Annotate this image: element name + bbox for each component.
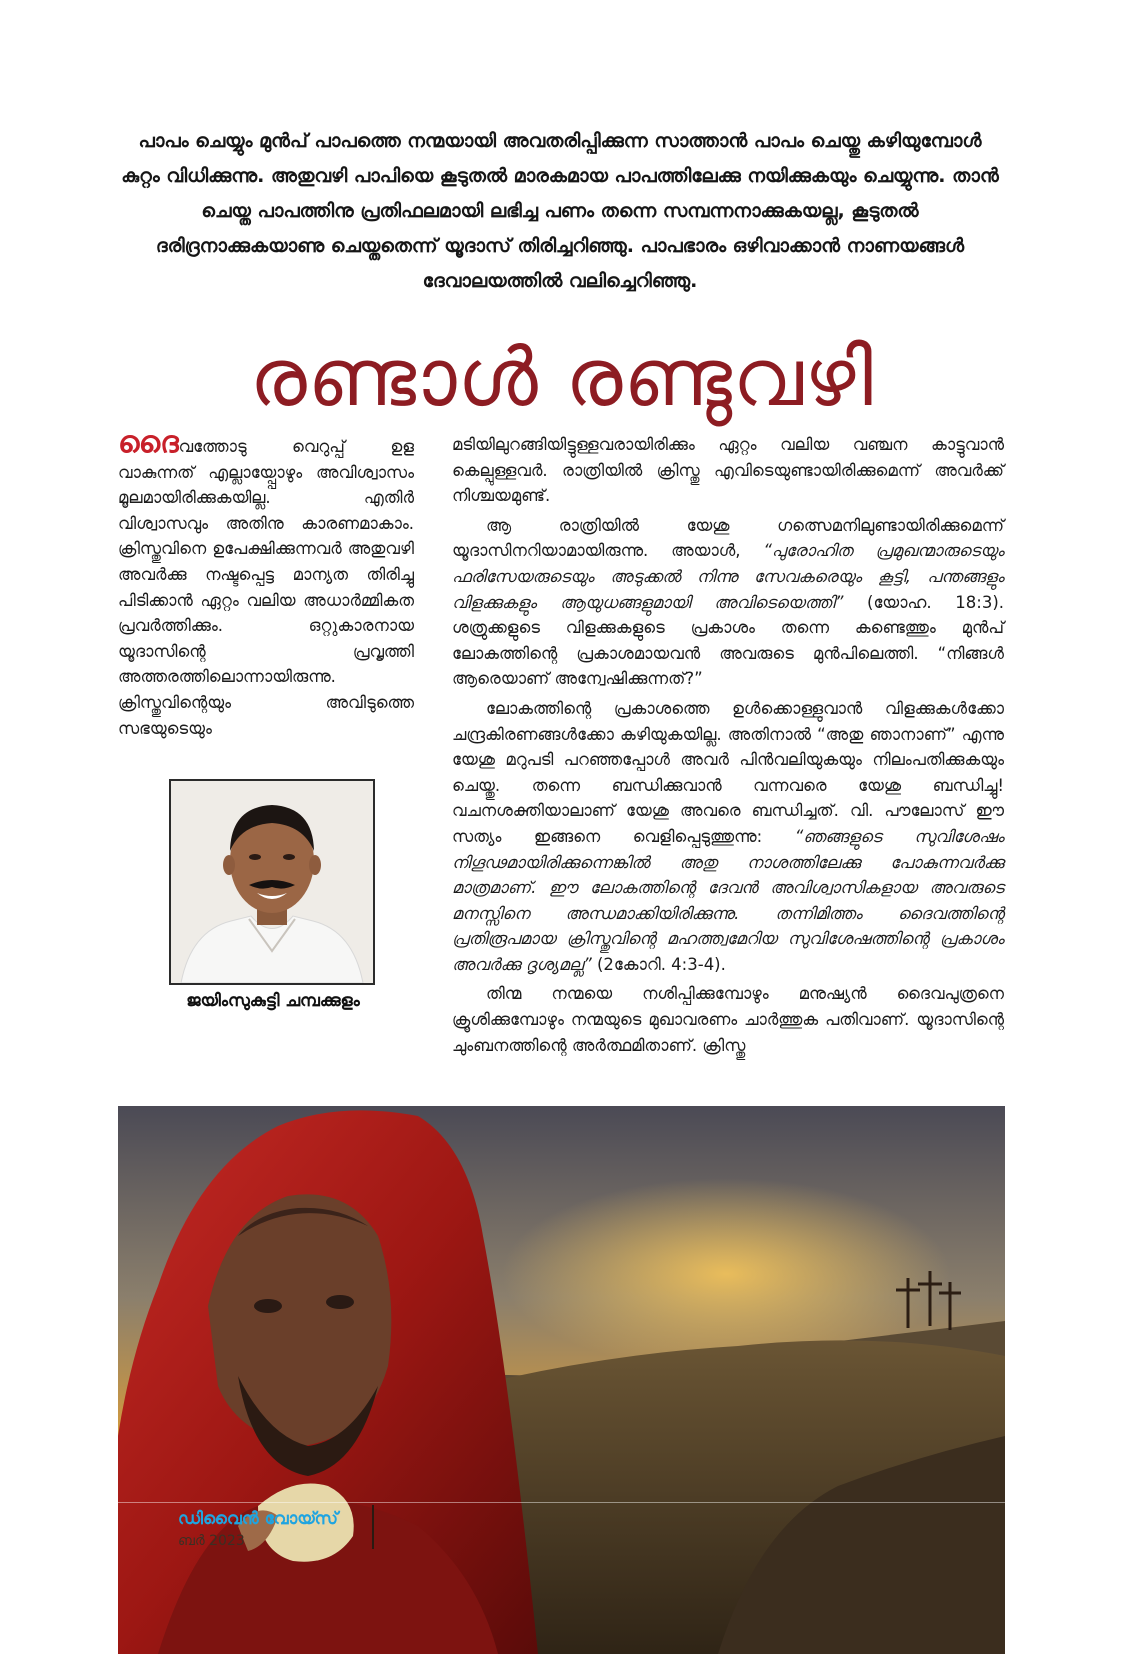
judas-painting — [118, 1106, 1005, 1654]
right-paragraph-4: തിന്മ നന്മയെ നശിപ്പിക്കുമ്പോഴും മനുഷ്യൻ ദൈവപുത്രനെ ക്രൂശിക്കുമ്പോഴും നന്മയുടെ മുഖാവരണം ചാർത്തുക പതിവാണ്. യൂദാസിന്റെ ചുംബനത്തിന്റെ അർത്ഥമിതാണ്. ക്രിസ്തു — [452, 984, 1004, 1055]
intro-summary: പാപം ചെയ്യും മുൻപ് പാപത്തെ നന്മയായി അവതരിപ്പിക്കുന്ന സാത്താൻ പാപം ചെയ്തു കഴിയുമ്പോൾ കുറ്റം വിധിക്കുന്നു. അതുവഴി പാപിയെ കൂടുതൽ മാരകമായ പാപത്തിലേക്കു നയിക്കുകയും ചെയ്യുന്നു. താൻ ചെയ്ത പാപത്തിനു പ്രതിഫലമായി ലഭിച്ച പണം തന്നെ സമ്പന്നനാക്കുകയല്ല, കൂടുതൽ ദരിദ്രനാക്കുകയാണു ചെയ്തതെന്ന് യൂദാസ് തിരിച്ചറിഞ്ഞു. പാപഭാരം ഒഴിവാക്കാൻ നാണയങ്ങൾ ദേവാലയത്തിൽ വലിച്ചെറിഞ്ഞു. — [121, 130, 999, 292]
issue-date: ബർ 2023 — [178, 1533, 245, 1549]
article-title: രണ്ടാൾ രണ്ടുവഴി — [249, 331, 874, 424]
right-paragraph-3 — [452, 696, 1004, 978]
pauline-quote: “ഞങ്ങളുടെ സുവിശേഷം നിഗൂഢമായിരിക്കുന്നെങ്കിൽ അതു നാശത്തിലേക്കു പോകുന്നവർക്കു മാത്രമാണ്. ഈ ലോകത്തിന്റെ ദേവൻ അവിശ്വാസികളായ അവരുടെ മനസ്സിനെ അന്ധമാക്കിയിരിക്കുന്നു. തന്നിമിത്തം ദൈവത്തിന്റെ പ്രതിരൂപമായ ക്രിസ്തുവിന്റെ മഹത്ത്വമേറിയ സുവിശേഷത്തിന്റെ പ്രകാശം അവർക്കു ദൃശ്യമല്ല” — [452, 826, 1004, 974]
paragraph-3-text-a: ലോകത്തിന്റെ പ്രകാശത്തെ ഉൾക്കൊള്ളുവാൻ വിളക്കുകൾക്കോ ചന്ദ്രകിരണങ്ങൾക്കോ കഴിയുകയില്ല. അതിനാൽ “അതു ഞാനാണ്” എന്നു യേശു മറുപടി പറഞ്ഞപ്പോൾ അവർ പിൻവലിയുകയും നിലംപതിക്കുകയും ചെയ്തു. തന്നെ ബന്ധിക്കുവാൻ വന്നവരെ യേശു ബന്ധിച്ചു! വചനശക്തിയാലാണ് യേശു അവരെ ബന്ധിച്ചത്. വി. പൗലോസ് ഈ സത്യം ഇങ്ങനെ വെളിപ്പെടുത്തുന്നു: — [452, 698, 1004, 846]
paragraph-2-text-a: ആ രാത്രിയിൽ യേശു ഗത്സെമനിലുണ്ടായിരിക്കുമെന്ന് യൂദാസിനറിയാമായിരുന്നു. അയാൾ, — [452, 515, 1004, 561]
right-paragraph-2 — [452, 513, 1004, 692]
left-column-text: വത്തോടു വെറുപ്പ് ഉള വാകുന്നത് എല്ലായ്പ്പോഴും അവിശ്വാസം മൂലമായിരിക്കുകയില്ല. എതിർ വിശ്വാസവും അതിനു കാരണമാകാം. ക്രിസ്തുവിനെ ഉപേക്ഷിക്കുന്നവർ അതുവഴി അവർക്കു നഷ്ടപ്പെട്ട മാന്യത തിരിച്ചു പിടിക്കാൻ ഏറ്റം വലിയ അധാർമ്മികത പ്രവർത്തിക്കും. ഒറ്റുകാരനായ യൂദാസിന്റെ പ്രവൃത്തി അത്തരത്തിലൊന്നായിരുന്നു. ക്രിസ്തുവിന്റെയും അവിടുത്തെ സഭയുടെയും — [118, 437, 414, 738]
drop-cap: ദൈ — [118, 425, 179, 460]
right-column — [452, 432, 1004, 1062]
left-paragraph — [118, 425, 414, 741]
magazine-name: ഡിവൈൻ വോയ്സ് — [178, 1509, 338, 1529]
footer-divider — [372, 1505, 374, 1549]
footer-rule — [118, 1502, 1005, 1503]
gospel-quote: “പുരോഹിത പ്രമുഖന്മാരുടെയും ഫരിസേയരുടെയും അടുക്കൽ നിന്നു സേവകരെയും കൂട്ടി, പന്തങ്ങളും വിളക്കുകളും ആയുധങ്ങളുമായി അവിടെയെത്തി” — [452, 541, 1004, 612]
author-portrait-image — [171, 781, 373, 983]
author-name: ജയിംസുകുട്ടി ചമ്പക്കുളം — [186, 991, 360, 1011]
author-photo — [169, 779, 375, 985]
paragraph-3-text-b: (2കോറി. 4:3-4). — [591, 954, 726, 974]
right-paragraph-1: മടിയിലുറങ്ങിയിട്ടുള്ളവരായിരിക്കും ഏറ്റം വലിയ വഞ്ചന കാട്ടുവാൻ കെല്പുള്ളവർ. രാത്രിയിൽ ക്രിസ്തു എവിടെയുണ്ടായിരിക്കുമെന്ന് അവർക്ക് നിശ്ചയമുണ്ട്. — [452, 435, 1004, 506]
left-column — [118, 425, 414, 741]
paragraph-2-text-b: (യോഹ. 18:3). ശത്രുക്കളുടെ വിളക്കുകളുടെ പ്രകാശം തന്നെ കണ്ടെത്തും മുൻപ് ലോകത്തിന്റെ പ്രകാശമായവൻ അവരുടെ മുൻപിലെത്തി. “നിങ്ങൾ ആരെയാണ് അന്വേഷിക്കുന്നത്?” — [452, 592, 1005, 689]
painting-image — [118, 1106, 1005, 1654]
